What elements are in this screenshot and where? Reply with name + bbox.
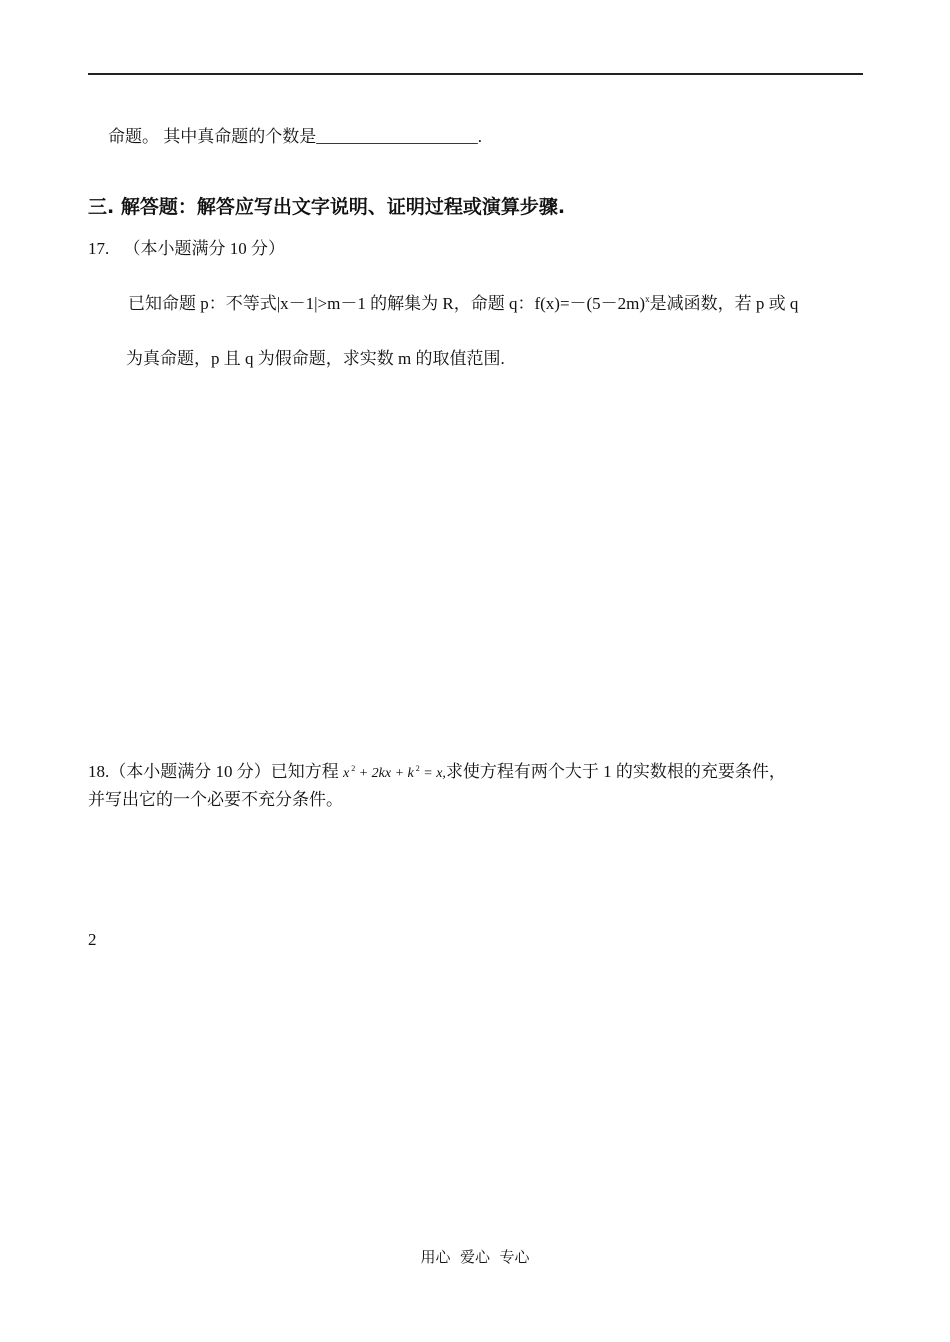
question-18-line1: [88, 758, 786, 785]
question-17-line2: 为真命题，p 且 q 为假命题，求实数 m 的取值范围.: [126, 349, 505, 368]
exponent-x: x: [645, 294, 650, 304]
header-rule: [88, 73, 863, 75]
question-18-prefix: 18.（本小题满分 10 分）已知方程: [88, 762, 339, 781]
page-number: 2: [88, 930, 97, 949]
question-17-line1: [128, 288, 798, 315]
question-17-text-b: 是减函数，若 p 或 q: [649, 294, 799, 313]
section-heading: 三. 解答题：解答应写出文字说明、证明过程或演算步骤.: [88, 196, 566, 218]
question-17-number: 17.: [88, 239, 110, 258]
equation: x $^2$ + 2kx + k $^2$ = x,: [343, 764, 446, 781]
fill-blank-continuation: 命题。 其中真命题的个数是___________________.: [108, 127, 482, 146]
question-17-points: （本小题满分 10 分）: [123, 239, 285, 258]
question-18-suffix: 求使方程有两个大于 1 的实数根的充要条件，: [445, 762, 786, 781]
footer-slogan: 用心 爱心 专心: [420, 1248, 530, 1266]
question-17-text-a: 已知命题 p：不等式|x－1|>m－1 的解集为 R，命题 q：f(x)=－(5－2m): [128, 294, 646, 313]
question-17-header: [88, 238, 285, 260]
question-18-line2: 并写出它的一个必要不充分条件。: [88, 790, 343, 809]
